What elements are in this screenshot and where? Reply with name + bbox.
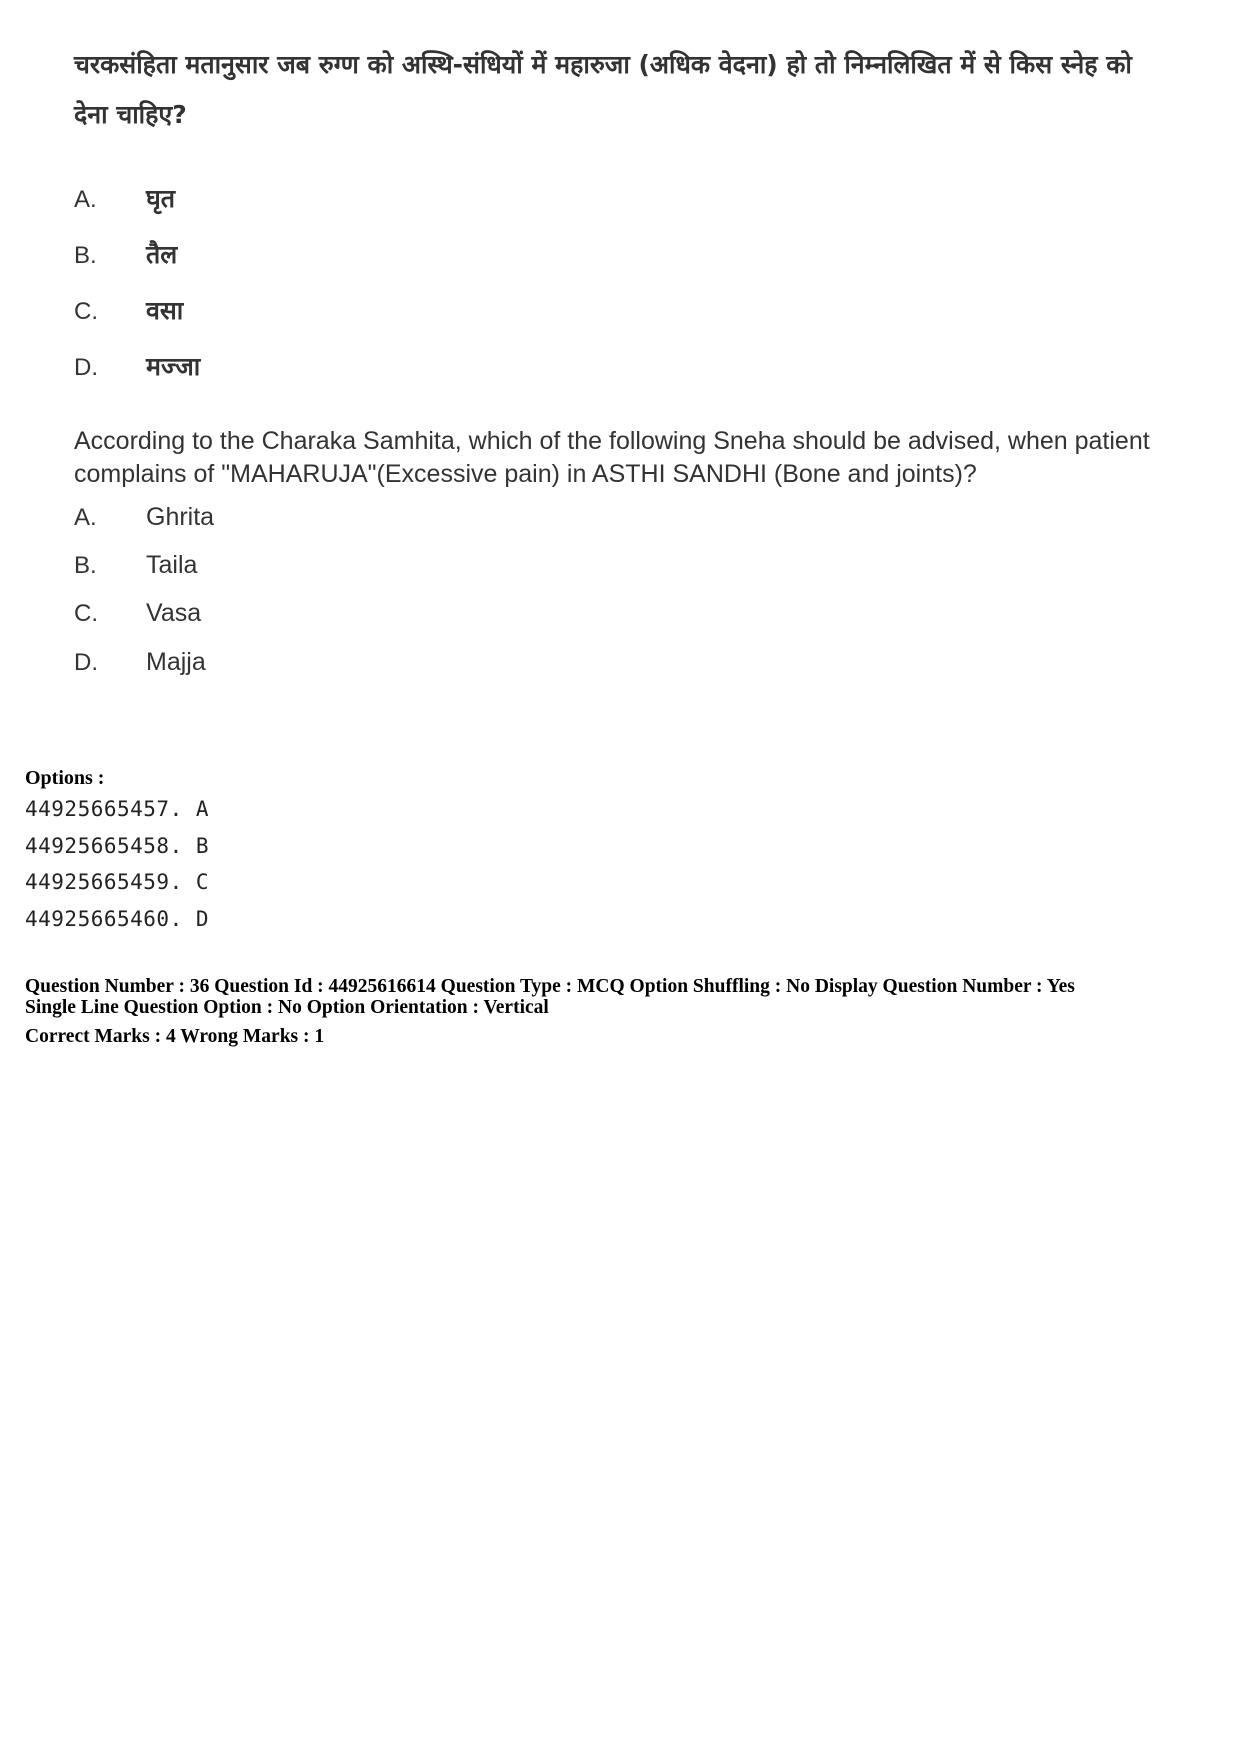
option-letter: D. [74,649,98,676]
option-text: मज्जा [146,352,201,381]
option-letter: C. [74,298,98,325]
option-letter: C. [74,600,98,627]
option-letter: A. [74,186,97,213]
marks-line: Correct Marks : 4 Wrong Marks : 1 [25,1026,325,1047]
option-english-d [74,645,206,679]
option-english-a [74,500,214,534]
option-id-a: 44925665457. A [25,797,210,821]
option-id-b: 44925665458. B [25,834,210,858]
option-letter: B. [74,552,97,579]
option-id-c: 44925665459. C [25,870,210,894]
option-letter: A. [74,504,97,531]
question-meta-line-1: Question Number : 36 Question Id : 44925616614 Question Type : MCQ Option Shuffling : No Display Question Number : Yes [25,976,1075,997]
option-text: Taila [146,551,198,579]
option-letter: B. [74,242,97,269]
option-hindi-d [74,350,200,384]
option-text: Vasa [146,599,202,627]
option-text: घृत [146,184,176,213]
option-hindi-b [74,238,177,272]
option-text: वसा [146,296,184,325]
question-meta-line-2: Single Line Question Option : No Option Orientation : Vertical [25,997,549,1018]
option-id-d: 44925665460. D [25,907,210,931]
option-hindi-a [74,182,175,216]
option-hindi-c [74,294,183,328]
option-text: तैल [146,240,178,269]
option-english-c [74,596,201,630]
option-text: Majja [146,648,206,676]
option-letter: D. [74,354,98,381]
option-english-b [74,548,197,582]
option-text: Ghrita [146,503,215,531]
question-text-hindi: चरकसंहिता मतानुसार जब रुग्ण को अस्थि-संधियों में महारुजा (अधिक वेदना) हो तो निम्नलिखित में से किस स्नेह को देना चाहिए? [74,50,1132,129]
options-heading: Options : [25,767,105,789]
question-text-english: According to the Charaka Samhita, which of the following Sneha should be advised, when patient complains of "MAHARUJA"(Excessive pain) in ASTHI SANDHI (Bone and joints)? [74,427,1150,488]
